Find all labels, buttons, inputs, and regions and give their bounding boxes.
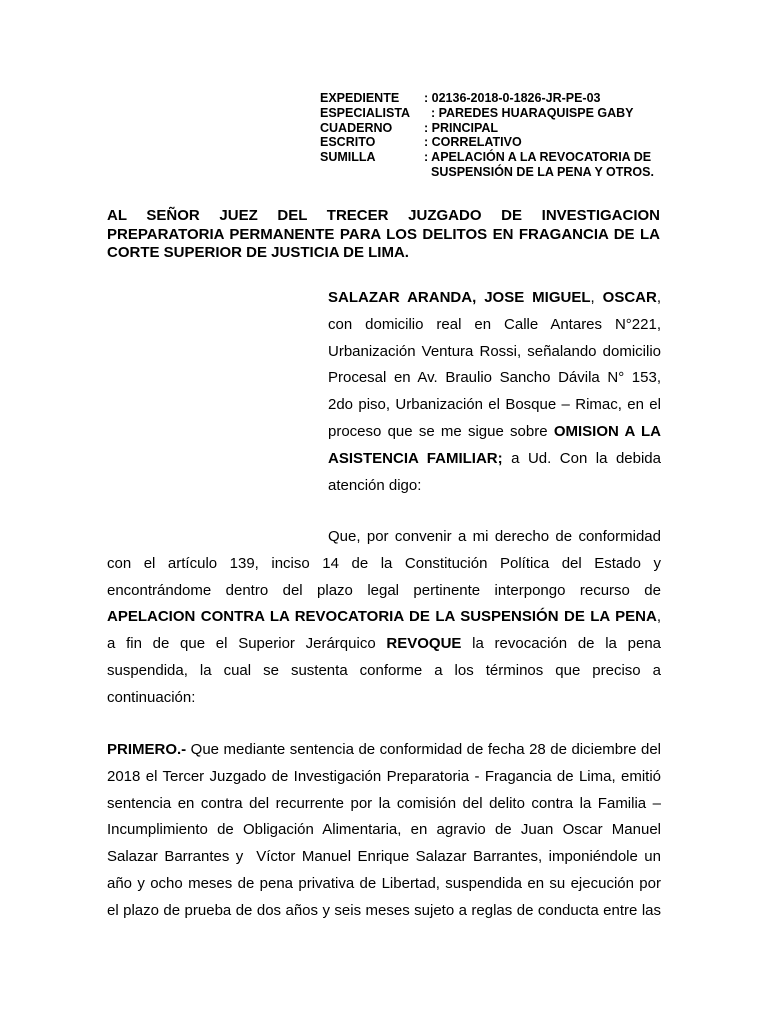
- header-label: CUADERNO: [320, 120, 393, 135]
- body-line: sentencia en contra del recurrente por la comisión del delito contra la Familia –: [107, 794, 661, 812]
- text: a fin de que el Superior Jerárquico: [107, 635, 387, 653]
- case-subject: ASISTENCIA FAMILIAR;: [328, 449, 503, 467]
- appeal-paragraph: [107, 524, 661, 712]
- petitioner-line: [328, 446, 661, 473]
- header-value: : APELACIÓN A LA REVOCATORIA DE: [424, 150, 652, 165]
- body-line: Que, por convenir a mi derecho de conformidad: [328, 528, 661, 545]
- body-line: encontrándome dentro del plazo legal pertinente interpongo recurso de: [107, 581, 661, 599]
- header-label: ESPECIALISTA: [320, 105, 411, 120]
- addressee-line: CORTE SUPERIOR DE JUSTICIA DE LIMA.: [107, 244, 409, 261]
- petitioner-line: con domicilio real en Calle Antares N°221,: [328, 315, 661, 333]
- petitioner-line: [328, 419, 661, 446]
- text: proceso que se me sigue sobre: [328, 422, 554, 440]
- body-line: suspendida, la cual se sustenta conforme a los términos que preciso a: [107, 661, 661, 679]
- addressee-line: AL SEÑOR JUEZ DEL TRECER JUZGADO DE INVESTIGACION: [107, 207, 660, 224]
- first-ground-paragraph: [107, 737, 661, 925]
- text: a Ud. Con la debida: [502, 449, 661, 467]
- header-row-expediente: [320, 91, 680, 106]
- petitioner-line: atención digo:: [328, 476, 422, 494]
- petitioner-name-line: [328, 285, 661, 312]
- body-line: el plazo de prueba de dos años y seis meses sujeto a reglas de conducta entre las: [107, 901, 661, 919]
- case-header: [320, 91, 680, 180]
- text: la revocación de la pena: [461, 635, 662, 653]
- petitioner-name: SALAZAR ARANDA, JOSE MIGUEL: [328, 289, 591, 306]
- header-value: : PRINCIPAL: [424, 120, 499, 135]
- header-value: : 02136-2018-0-1826-JR-PE-03: [424, 91, 601, 105]
- body-line: año y ocho meses de pena privativa de Libertad, suspendida en su ejecución por: [107, 874, 661, 892]
- header-row-escrito: [320, 135, 680, 150]
- header-label: SUMILLA: [320, 150, 376, 165]
- header-value: : CORRELATIVO: [424, 135, 522, 150]
- header-row-sumilla: [320, 150, 680, 165]
- petitioner-block: [328, 285, 661, 499]
- header-label: ESCRITO: [320, 135, 376, 150]
- body-line: [107, 604, 661, 631]
- header-label: EXPEDIENTE: [320, 91, 400, 105]
- body-line: continuación:: [107, 688, 196, 706]
- petitioner-line: Urbanización Ventura Rossi, señalando domicilio: [328, 342, 661, 360]
- case-subject: OMISION A LA: [553, 422, 661, 440]
- text: ,: [590, 289, 595, 306]
- petitioner-line: Procesal en Av. Braulio Sancho Dávila N° 153,: [328, 369, 661, 387]
- text: ,: [656, 289, 661, 306]
- text: Que mediante sentencia de conformidad de fecha 28 de diciembre del: [186, 741, 661, 758]
- petitioner-line: 2do piso, Urbanización el Bosque – Rimac, en el: [328, 396, 661, 414]
- header-value: : PAREDES HUARAQUISPE GABY: [424, 105, 634, 120]
- header-row-cuaderno: [320, 121, 680, 136]
- header-value: SUSPENSIÓN DE LA PENA Y OTROS.: [431, 164, 654, 179]
- body-line: [107, 631, 661, 658]
- header-sumilla-continuation: [320, 165, 680, 180]
- text: ,: [656, 608, 661, 626]
- addressee-line: PREPARATORIA PERMANENTE PARA LOS DELITOS EN FRAGANCIA DE LA: [107, 225, 660, 243]
- addressee: [107, 207, 660, 263]
- header-row-especialista: [320, 106, 680, 121]
- petitioner-name: OSCAR: [602, 289, 657, 306]
- body-line: Incumplimiento de Obligación Alimentaria, en agravio de Juan Oscar Manuel: [107, 821, 661, 839]
- body-line: 2018 el Tercer Juzgado de Investigación Preparatoria - Fragancia de Lima, emitió: [107, 767, 661, 785]
- appeal-title: APELACION CONTRA LA REVOCATORIA DE LA SUSPENSIÓN DE LA PENA: [107, 608, 657, 626]
- body-line: con el artículo 139, inciso 14 de la Constitución Política del Estado y: [107, 554, 661, 572]
- body-line: [107, 737, 661, 764]
- emphasis: REVOQUE: [386, 635, 462, 653]
- body-line: Salazar Barrantes y Víctor Manuel Enrique Salazar Barrantes, imponiéndole un: [107, 848, 661, 866]
- section-label: PRIMERO.-: [107, 741, 187, 758]
